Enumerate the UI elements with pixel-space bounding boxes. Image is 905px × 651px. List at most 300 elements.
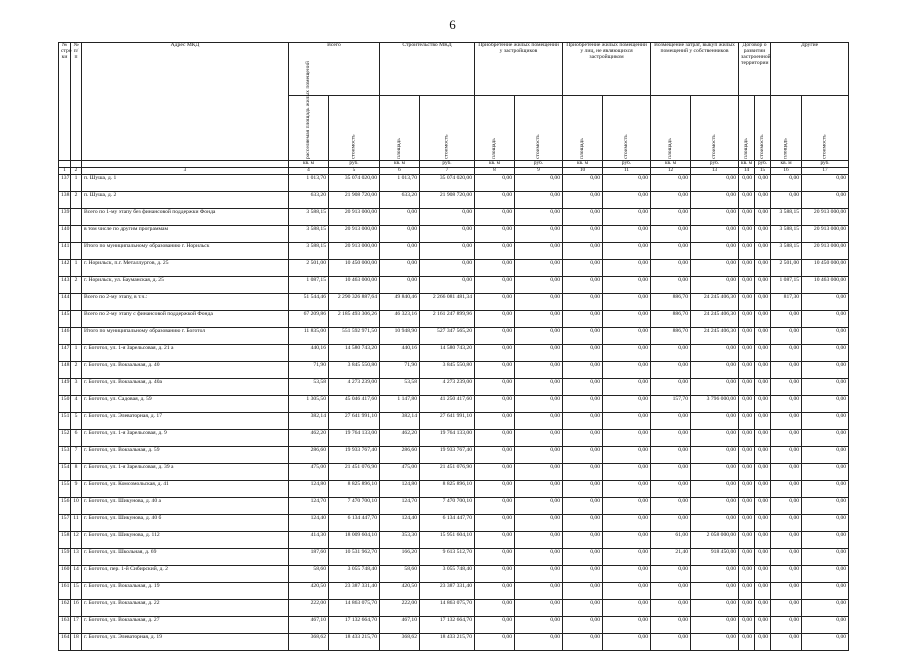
row-address: г. Норильск, ул. Бауманская, д. 25 [82,277,289,294]
row-value: 157,70 [651,396,691,413]
row-value: 353,30 [380,532,420,549]
row-value: 0,00 [802,396,849,413]
row-value: 0,00 [802,328,849,345]
row-address: г. Боготол, ул. Вокзальная, д. 22 [82,600,289,617]
column-number: 3 [82,168,289,175]
header-sub-cost: стоимость [329,96,380,161]
row-value: 0,00 [771,328,802,345]
row-value: 0,00 [563,549,603,566]
row-value: 0,00 [603,379,651,396]
row-value: 0,00 [515,413,563,430]
row-value: 0,00 [771,617,802,634]
column-number: 17 [802,168,849,175]
row-pp-number: 7 [71,447,82,464]
row-pp-number: 6 [71,430,82,447]
header-other: Другие [771,43,849,96]
row-value: 0,00 [563,226,603,243]
row-value: 0,00 [802,617,849,634]
row-value: 0,00 [563,175,603,192]
row-value: 0,00 [771,532,802,549]
row-value: 124,70 [380,498,420,515]
table-row [59,532,849,549]
row-value: 0,00 [420,277,475,294]
row-value: 382,14 [380,413,420,430]
row-value: 0,00 [563,498,603,515]
row-value: 23 387 331,40 [420,583,475,600]
row-value: 0,00 [691,566,739,583]
row-value: 0,00 [771,345,802,362]
row-value: 0,00 [563,243,603,260]
row-value: 0,00 [475,345,515,362]
row-value: 0,00 [563,447,603,464]
row-value: 414,30 [289,532,329,549]
row-value: 0,00 [515,634,563,651]
table-row [59,498,849,515]
row-number: 139 [59,209,71,226]
row-value: 0,00 [603,430,651,447]
row-value: 0,00 [515,583,563,600]
row-value: 21 451 076,90 [420,464,475,481]
row-number: 141 [59,243,71,260]
row-value: 0,00 [475,600,515,617]
header-purchase-nondev: Приобретение жилых помещений у лиц, не являющихся застройщиком [563,43,651,96]
row-value: 0,00 [515,430,563,447]
row-value: 7 470 700,10 [329,498,380,515]
row-value: 4 273 239,00 [329,379,380,396]
row-value: 0,00 [802,566,849,583]
row-value: 0,00 [475,634,515,651]
row-value: 0,00 [755,515,771,532]
row-value: 462,20 [380,430,420,447]
row-pp-number [71,328,82,345]
row-value: 0,00 [563,328,603,345]
header-sub-cost: стоимость [691,96,739,161]
row-value: 4 273 239,00 [420,379,475,396]
row-value: 0,00 [691,192,739,209]
row-value: 2 501,00 [771,260,802,277]
row-value: 0,00 [691,515,739,532]
row-value: 0,00 [755,566,771,583]
row-address: г. Боготол, ул. Школьная, д. 69 [82,549,289,566]
row-value: 462,20 [289,430,329,447]
header-row-numbers [59,168,849,175]
unit-area: кв. м [651,161,691,168]
table-row [59,583,849,600]
row-value: 0,00 [739,617,755,634]
row-value: 14 863 075,70 [329,600,380,617]
row-number: 149 [59,379,71,396]
row-pp-number: 13 [71,549,82,566]
row-value: 124,70 [289,498,329,515]
row-value: 0,00 [603,498,651,515]
row-value: 0,00 [420,209,475,226]
row-value: 0,00 [739,345,755,362]
row-value: 0,00 [691,600,739,617]
row-value: 0,00 [603,294,651,311]
row-value: 368,62 [380,634,420,651]
row-value: 0,00 [603,464,651,481]
row-value: 0,00 [563,362,603,379]
row-value: 0,00 [603,481,651,498]
row-value: 0,00 [420,226,475,243]
row-number: 140 [59,226,71,243]
row-value: 24 245 406,30 [691,311,739,328]
row-value: 0,00 [515,515,563,532]
row-address: Всего по 2-му этапу с финансовой поддержкой Фонда [82,311,289,328]
row-value: 551 592 971,50 [329,328,380,345]
unit-cost: руб. [420,161,475,168]
row-pp-number: 16 [71,600,82,617]
row-value: 0,00 [563,260,603,277]
table-row [59,311,849,328]
row-value: 0,00 [475,481,515,498]
header-sub-cost: стоимость [802,96,849,161]
table-row [59,277,849,294]
row-value: 0,00 [691,498,739,515]
row-value: 0,00 [739,396,755,413]
row-value: 0,00 [691,277,739,294]
row-value: 0,00 [755,481,771,498]
row-value: 10 463 000,00 [329,277,380,294]
row-value: 19 764 133,00 [329,430,380,447]
row-value: 0,00 [563,515,603,532]
row-value: 53,58 [380,379,420,396]
column-number: 16 [771,168,802,175]
row-value: 0,00 [515,345,563,362]
row-value: 10 463 000,00 [802,277,849,294]
header-contract: Договор о развитии застроенной территории [739,43,771,96]
row-value: 0,00 [802,498,849,515]
row-value: 53,58 [289,379,329,396]
row-value: 18 433 215,70 [329,634,380,651]
row-number: 158 [59,532,71,549]
row-value: 368,62 [289,634,329,651]
row-value: 0,00 [651,481,691,498]
row-value: 0,00 [691,413,739,430]
row-value: 0,00 [563,600,603,617]
row-value: 0,00 [739,277,755,294]
row-address: г. Боготол, ул. Вокзальная, д. 27 [82,617,289,634]
row-value: 1 087,15 [289,277,329,294]
table-row [59,362,849,379]
row-value: 20 913 000,00 [802,243,849,260]
row-value: 1 147,80 [380,396,420,413]
row-value: 0,00 [755,260,771,277]
row-value: 0,00 [755,549,771,566]
row-value: 0,00 [475,413,515,430]
row-number: 160 [59,566,71,583]
unit-cost: руб. [755,161,771,168]
row-value: 0,00 [739,175,755,192]
row-value: 3 796 000,00 [691,396,739,413]
column-number: 7 [420,168,475,175]
row-value: 475,00 [380,464,420,481]
row-value: 0,00 [771,566,802,583]
row-value: 0,00 [603,328,651,345]
row-value: 2 161 247 899,96 [420,311,475,328]
row-value: 0,00 [420,260,475,277]
row-value: 0,00 [739,481,755,498]
row-value: 0,00 [771,498,802,515]
row-number: 163 [59,617,71,634]
row-pp-number: 4 [71,396,82,413]
row-value: 0,00 [691,481,739,498]
row-value: 14 580 743,20 [420,345,475,362]
row-value: 0,00 [739,311,755,328]
row-value: 0,00 [651,362,691,379]
row-value: 124,40 [380,515,420,532]
row-value: 20 913 000,00 [802,209,849,226]
table-row [59,566,849,583]
row-value: 0,00 [739,549,755,566]
row-value: 0,00 [651,464,691,481]
row-value: 0,00 [739,430,755,447]
row-address: в том числе по другим программам [82,226,289,243]
row-value: 0,00 [651,447,691,464]
row-value: 6 134 447,70 [420,515,475,532]
header-address: Адрес МКД [82,43,289,161]
row-value: 0,00 [515,379,563,396]
row-value: 286,60 [380,447,420,464]
row-value: 0,00 [802,294,849,311]
row-value: 24 245 406,30 [691,328,739,345]
row-value: 0,00 [475,379,515,396]
row-value: 0,00 [563,192,603,209]
row-value: 0,00 [563,430,603,447]
row-value: 0,00 [771,464,802,481]
table-row [59,175,849,192]
row-value: 0,00 [475,209,515,226]
row-value: 0,00 [755,175,771,192]
row-pp-number: 2 [71,192,82,209]
row-value: 0,00 [475,311,515,328]
header-sub-area: площадь [380,96,420,161]
row-value: 0,00 [691,226,739,243]
row-address: г. Боготол, ул. Шикунова, д. 40 а [82,498,289,515]
row-value: 440,16 [289,345,329,362]
column-number: 8 [475,168,515,175]
row-value: 3 588,15 [771,209,802,226]
row-value: 0,00 [380,260,420,277]
resettlement-table [58,42,849,651]
row-value: 0,00 [802,515,849,532]
column-number: 2 [71,168,82,175]
row-value: 0,00 [755,430,771,447]
row-value: 0,00 [515,277,563,294]
row-address: г. Боготол, ул. Вокзальная, д. 40 [82,362,289,379]
row-value: 0,00 [771,549,802,566]
table-row [59,260,849,277]
row-value: 0,00 [603,192,651,209]
row-value: 2 266 081 481,34 [420,294,475,311]
row-value: 0,00 [802,345,849,362]
row-value: 166,20 [380,549,420,566]
row-value: 0,00 [739,226,755,243]
row-value: 71,90 [380,362,420,379]
row-value: 0,00 [771,600,802,617]
row-value: 0,00 [475,192,515,209]
row-address: Итого по муниципальному образованию г. Боготол [82,328,289,345]
table-row [59,396,849,413]
row-value: 0,00 [475,243,515,260]
row-value: 0,00 [755,362,771,379]
row-value: 0,00 [603,413,651,430]
row-value: 10 450 000,00 [329,260,380,277]
row-value: 0,00 [603,566,651,583]
row-value: 0,00 [603,243,651,260]
table-row [59,430,849,447]
row-value: 918 450,00 [691,549,739,566]
table-row [59,379,849,396]
row-value: 0,00 [691,379,739,396]
row-pp-number: 1 [71,260,82,277]
row-number: 152 [59,430,71,447]
row-value: 0,00 [563,481,603,498]
row-value: 0,00 [739,634,755,651]
row-value: 0,00 [802,362,849,379]
header-sub-area: площадь [563,96,603,161]
row-value: 0,00 [771,583,802,600]
row-value: 0,00 [563,566,603,583]
row-value: 0,00 [739,209,755,226]
row-value: 0,00 [475,498,515,515]
row-value: 0,00 [475,396,515,413]
row-value: 0,00 [515,294,563,311]
row-pp-number [71,243,82,260]
row-value: 17 132 664,70 [420,617,475,634]
header-sub-area: площадь [651,96,691,161]
row-number: 161 [59,583,71,600]
row-value: 0,00 [771,447,802,464]
row-value: 0,00 [739,498,755,515]
row-value: 0,00 [802,583,849,600]
row-value: 0,00 [603,260,651,277]
row-pp-number: 2 [71,277,82,294]
row-value: 440,16 [380,345,420,362]
row-value: 222,00 [380,600,420,617]
row-value: 0,00 [771,379,802,396]
row-number: 162 [59,600,71,617]
row-value: 58,60 [289,566,329,583]
table-row [59,226,849,243]
row-value: 0,00 [603,226,651,243]
row-value: 0,00 [755,277,771,294]
row-value: 19 764 133,00 [420,430,475,447]
row-pp-number [71,226,82,243]
row-address: Всего по 1-му этапу без финансовой поддержки Фонда [82,209,289,226]
table-row [59,464,849,481]
row-value: 187,60 [289,549,329,566]
row-value: 20 913 000,00 [329,243,380,260]
row-value: 0,00 [691,634,739,651]
row-value: 0,00 [771,481,802,498]
row-value: 0,00 [515,311,563,328]
row-value: 3 588,15 [771,243,802,260]
row-value: 67 209,86 [289,311,329,328]
unit-area: кв. м [380,161,420,168]
header-build: Строительство МКД [380,43,475,96]
row-value: 3 588,15 [289,243,329,260]
row-number: 159 [59,549,71,566]
row-value: 18 433 215,70 [420,634,475,651]
row-address: г. Боготол, ул. Элеваторная, д. 19 [82,634,289,651]
row-value: 61,00 [651,532,691,549]
row-address: п. Шуша, д. 2 [82,192,289,209]
row-value: 0,00 [739,464,755,481]
column-number: 1 [59,168,71,175]
row-value: 124,80 [289,481,329,498]
row-value: 0,00 [771,192,802,209]
row-value: 0,00 [802,634,849,651]
row-value: 0,00 [475,362,515,379]
row-pp-number: 11 [71,515,82,532]
row-value: 0,00 [755,396,771,413]
row-value: 0,00 [475,515,515,532]
row-value: 0,00 [802,192,849,209]
row-address: г. Боготол, ул. Шикунова, д. 112 [82,532,289,549]
row-value: 19 933 767,40 [329,447,380,464]
row-value: 21 908 720,00 [329,192,380,209]
row-value: 71,90 [289,362,329,379]
row-value: 0,00 [475,294,515,311]
header-all: Всего [289,43,380,96]
row-value: 0,00 [802,481,849,498]
row-pp-number: 5 [71,413,82,430]
row-value: 0,00 [515,498,563,515]
row-value: 0,00 [603,549,651,566]
row-value: 286,60 [289,447,329,464]
row-value: 0,00 [802,311,849,328]
row-value: 0,00 [651,498,691,515]
table-row [59,481,849,498]
row-value: 24 245 406,30 [691,294,739,311]
row-value: 0,00 [563,294,603,311]
row-pp-number: 17 [71,617,82,634]
table-row [59,413,849,430]
row-value: 0,00 [739,447,755,464]
row-value: 3 588,15 [289,226,329,243]
row-number: 143 [59,277,71,294]
row-pp-number: 10 [71,498,82,515]
unit-area: кв. м [289,161,329,168]
row-value: 20 913 000,00 [329,226,380,243]
row-value: 0,00 [563,464,603,481]
row-value: 0,00 [475,175,515,192]
row-value: 3 588,15 [771,226,802,243]
row-value: 0,00 [380,277,420,294]
row-value: 0,00 [475,583,515,600]
row-value: 3 055 748,40 [329,566,380,583]
row-value: 0,00 [603,209,651,226]
row-value: 15 951 604,10 [420,532,475,549]
row-value: 0,00 [651,583,691,600]
row-value: 0,00 [380,209,420,226]
row-value: 0,00 [755,447,771,464]
row-value: 0,00 [651,226,691,243]
row-value: 1 087,15 [771,277,802,294]
row-pp-number: 18 [71,634,82,651]
row-address: п. Шуша, д. 1 [82,175,289,192]
row-value: 0,00 [475,328,515,345]
column-number: 10 [563,168,603,175]
row-value: 420,50 [289,583,329,600]
row-value: 633,20 [380,192,420,209]
row-value: 0,00 [771,311,802,328]
row-value: 0,00 [651,566,691,583]
row-value: 0,00 [563,345,603,362]
row-number: 138 [59,192,71,209]
row-value: 0,00 [380,226,420,243]
